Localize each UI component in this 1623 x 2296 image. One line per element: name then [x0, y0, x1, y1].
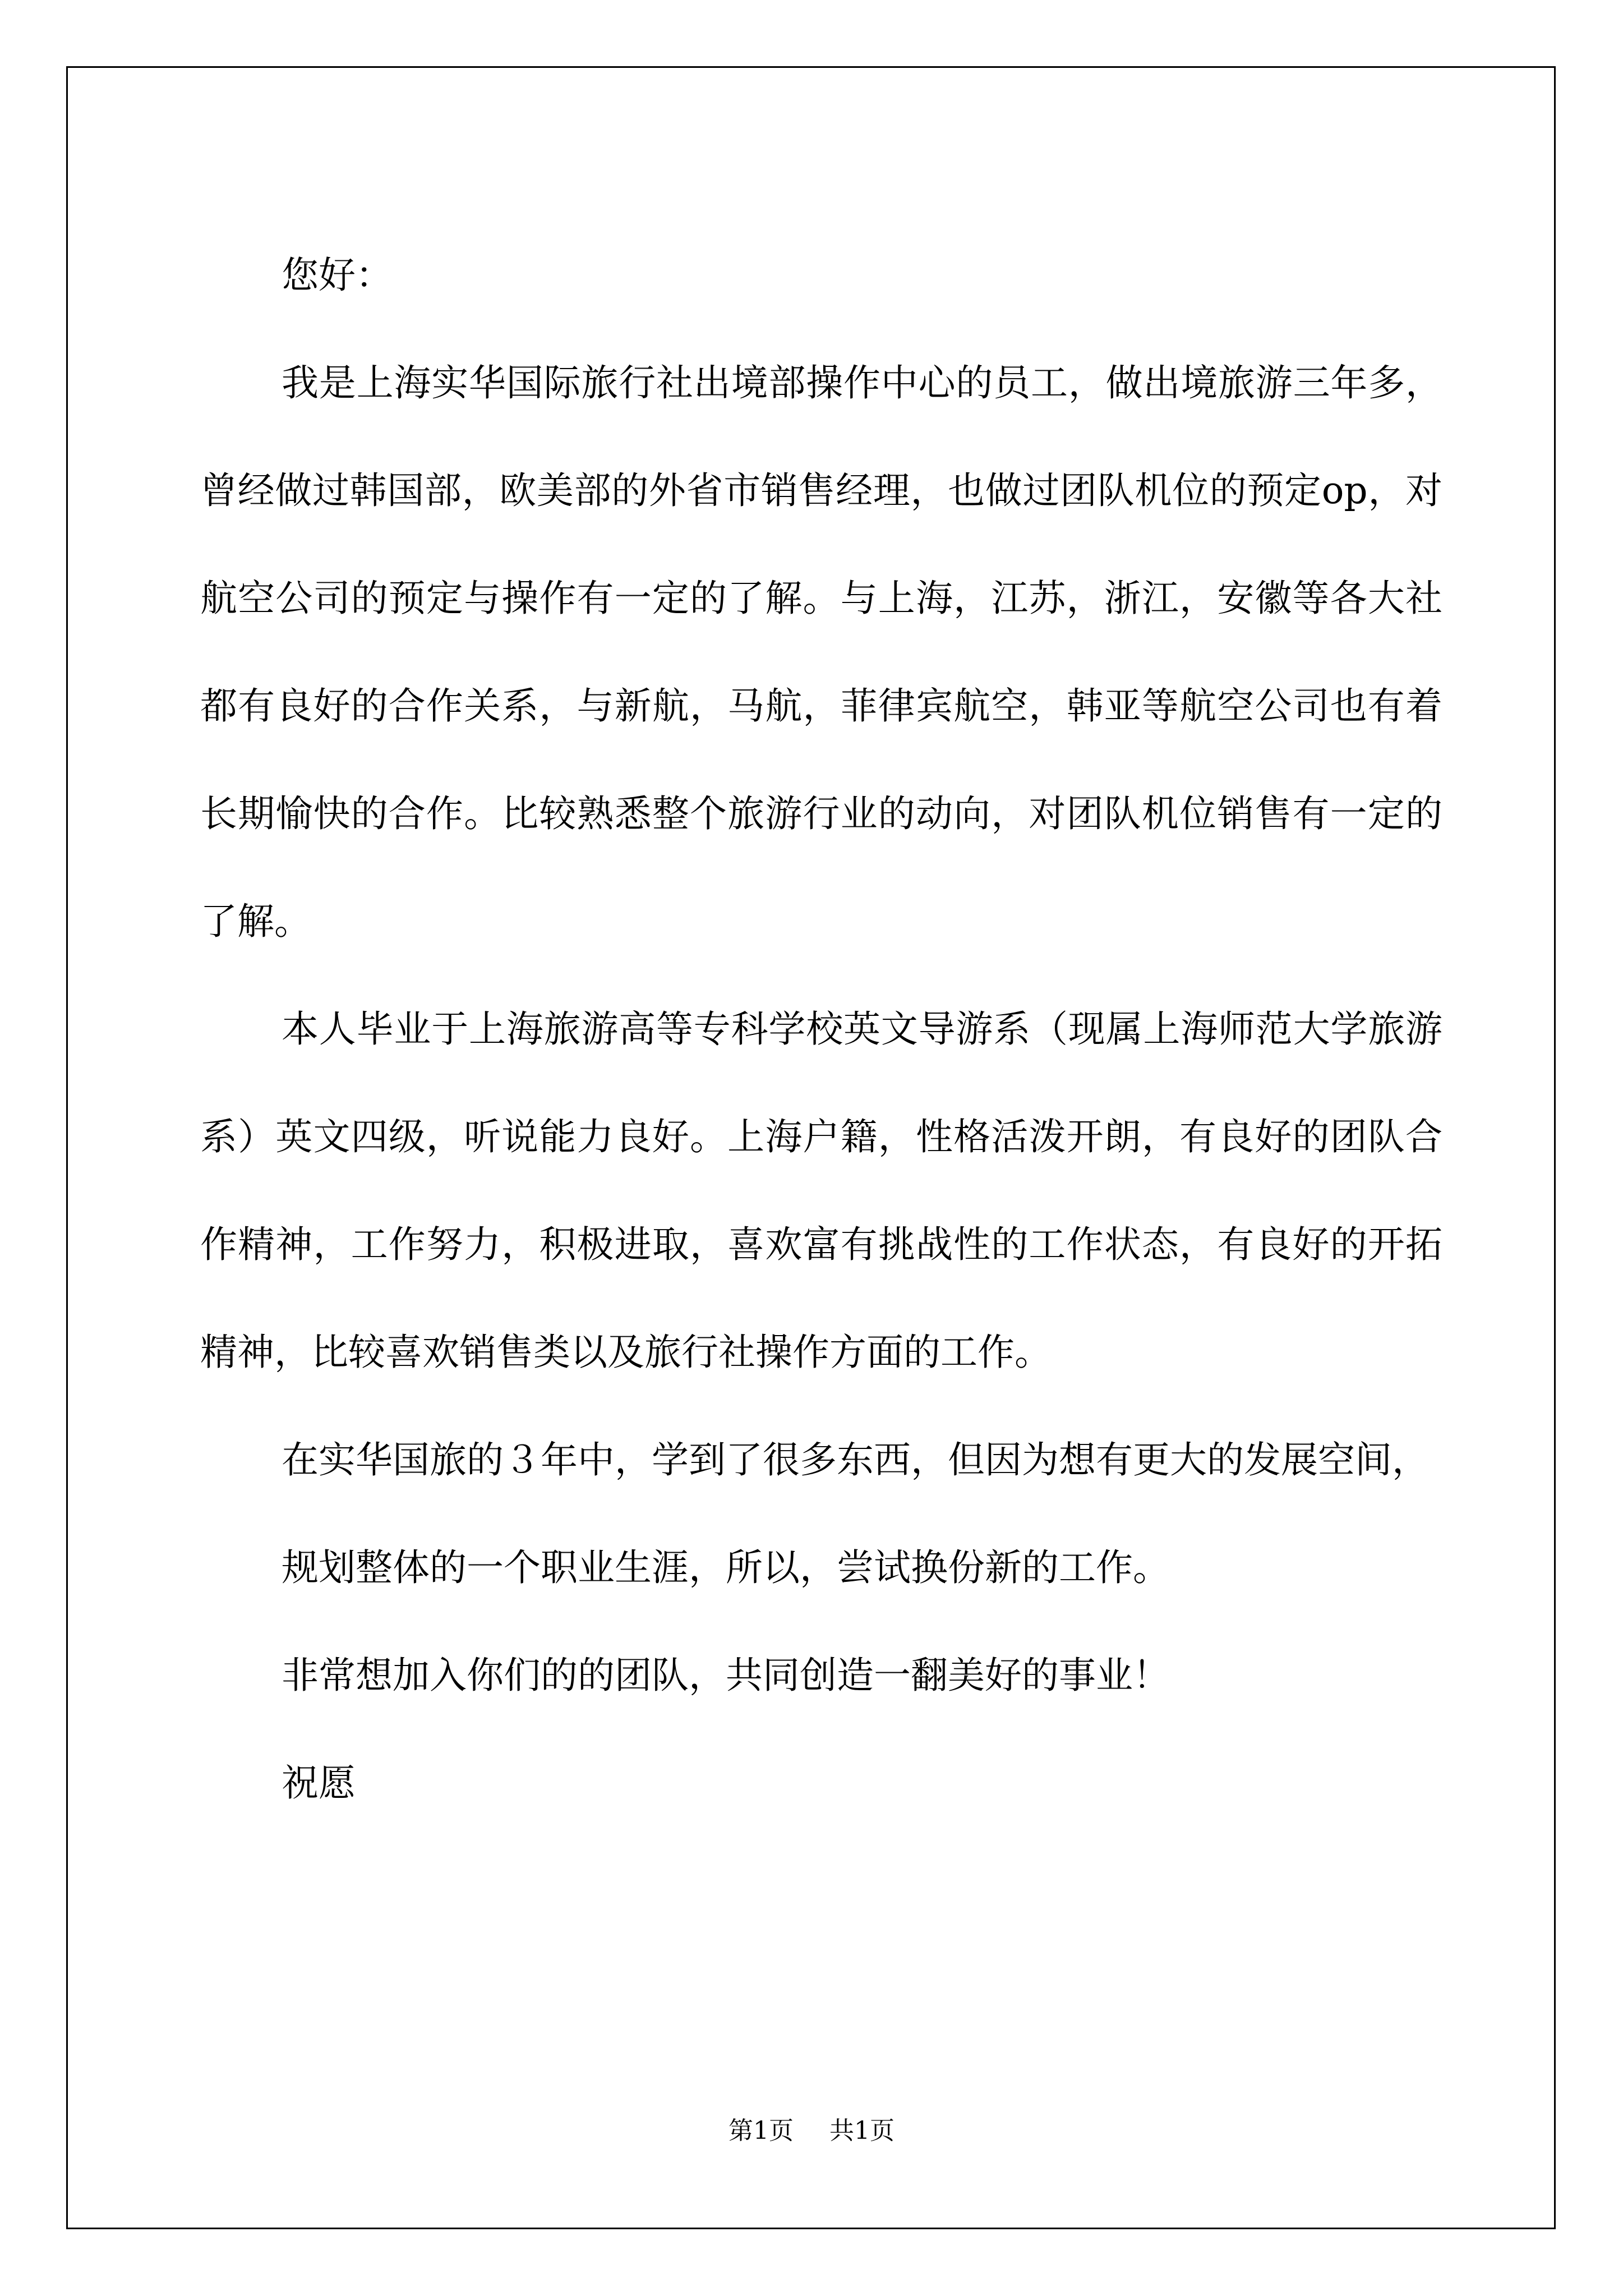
paragraph-motivation: 在实华国旅的３年中，学到了很多东西，但因为想有更大的发展空间， — [282, 1438, 1429, 1481]
letter-body — [200, 222, 1442, 1837]
paragraph-experience: 我是上海实华国际旅行社出境部操作中心的员工，做出境旅游三年多，曾经做过韩国部，欧美部的外省市销售经理，也做过团队机位的预定op，对航空公司的预定与操作有一定的了解。与上海，江苏，浙江，安徽等各大社都有良好的合作关系，与新航，马航，菲律宾航空，韩亚等航空公司也有着长期愉快的合作。比较熟悉整个旅游行业的动向，对团队机位销售有一定的了解。 — [200, 361, 1442, 943]
paragraph-education: 本人毕业于上海旅游高等专科学校英文导游系（现属上海师范大学旅游系）英文四级，听说能力良好。上海户籍，性格活泼开朗，有良好的团队合作精神，工作努力，积极进取，喜欢富有挑战性的工作状态，有良好的开拓精神，比较喜欢销售类以及旅行社操作方面的工作。 — [200, 1007, 1442, 1374]
paragraph-career-plan: 规划整体的一个职业生涯，所以，尝试换份新的工作。 — [282, 1546, 1170, 1589]
page-footer — [0, 2110, 1623, 2146]
page-number-total: 共1页 — [829, 2116, 895, 2145]
page-number-current: 第1页 — [728, 2116, 794, 2145]
greeting: 您好： — [282, 254, 393, 297]
closing-salutation: 祝愿 — [282, 1761, 356, 1805]
paragraph-wish-to-join: 非常想加入你们的的团队，共同创造一翻美好的事业！ — [282, 1654, 1170, 1697]
